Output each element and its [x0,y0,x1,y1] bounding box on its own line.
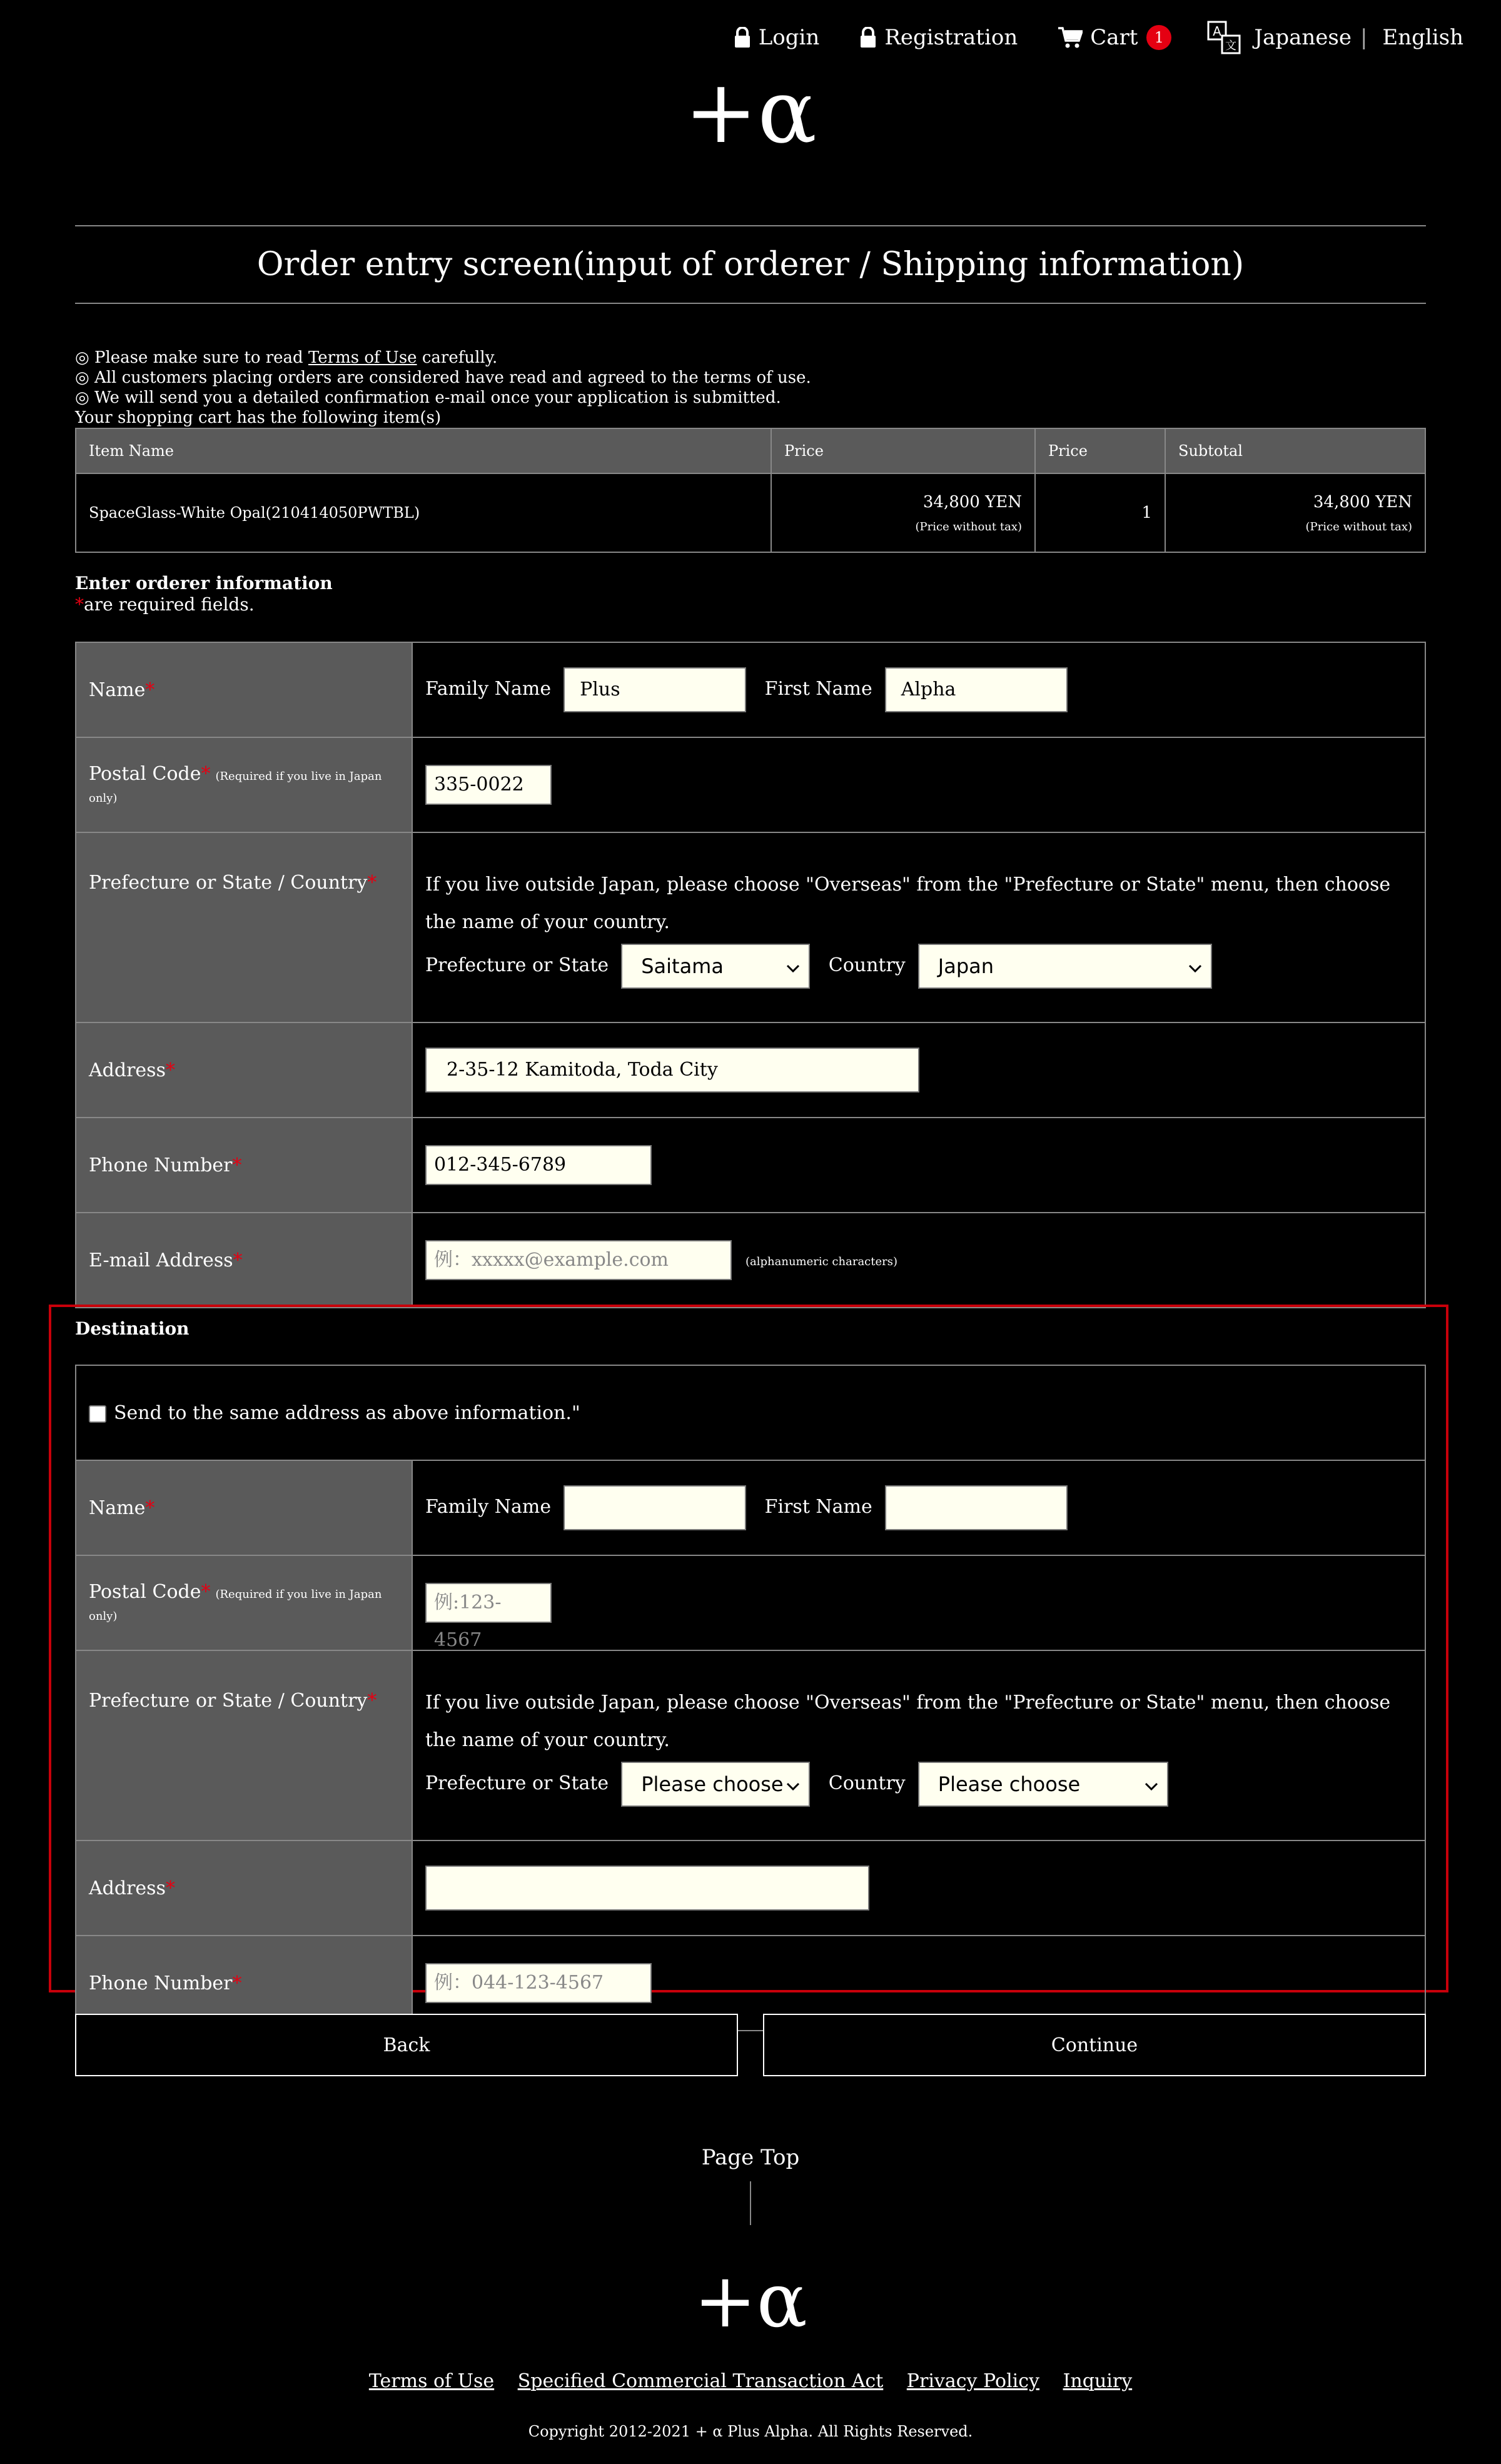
postal-field [412,737,1425,832]
notice-confirmation: ◎ We will send you a detailed confirmation e-mail once your application is submitted. [75,388,781,407]
address-label: Address* [76,1022,412,1118]
lock-icon [859,27,877,48]
country-label: Country [828,954,906,976]
email-label: E-mail Address* [76,1213,412,1308]
registration-link[interactable] [859,25,1018,50]
family-name-input[interactable]: Plus [564,667,746,712]
copyright: Copyright 2012-2021 + α Plus Alpha. All Rights Reserved. [528,2423,973,2440]
dest-prefecture-description: If you live outside Japan, please choose "Overseas" from the "Prefecture or State" menu, then choose the name of your country. [425,1692,1391,1751]
item-price: 34,800 YEN [922,492,1022,512]
dest-family-name-label: Family Name [425,1496,552,1518]
postal-code-input[interactable]: 335-0022 [425,765,552,805]
dest-postal-label: Postal Code* (Required if you live in Japan only) [76,1555,412,1650]
lock-icon [734,27,751,48]
destination-form [75,1365,1426,2031]
destination-section-title: Destination [75,1318,190,1339]
dest-address-field [412,1840,1425,1936]
col-subtotal: Subtotal [1165,428,1425,473]
same-address-label: Send to the same address as above information." [114,1401,580,1424]
chevron-down-icon [786,954,800,978]
language-switcher [1206,20,1463,55]
phone-field [412,1118,1425,1213]
chevron-down-icon [1145,1772,1158,1796]
dest-postal-field [412,1555,1425,1650]
orderer-name-row [76,642,1425,737]
page-top-line [750,2181,751,2225]
col-price: Price [771,428,1035,473]
dest-pref-row [76,1650,1425,1840]
registration-label: Registration [884,25,1018,50]
cart-count-badge: 1 [1146,25,1171,50]
page-top-link[interactable] [0,2145,1501,2225]
dest-country-select[interactable] [918,1762,1168,1807]
svg-text:A: A [1213,24,1222,39]
prefecture-description: If you live outside Japan, please choose "Overseas" from the "Prefecture or State" menu, then choose the name of your country. [425,874,1391,933]
cart-icon [1058,26,1083,49]
notice-text: carefully. [417,348,498,367]
cart-table [75,428,1426,553]
same-address-checkbox[interactable] [89,1405,106,1423]
japanese-link[interactable]: Japanese [1254,25,1352,50]
orderer-address-row [76,1022,1425,1118]
dest-prefecture-selected: Please choose [641,1772,784,1796]
dest-name-fields [412,1460,1425,1555]
svg-text:文: 文 [1225,39,1237,53]
chevron-down-icon [786,1772,800,1796]
prefecture-label: Prefecture or State / Country* [76,832,412,1022]
terms-of-use-link[interactable]: Terms of Use [308,348,417,367]
login-label: Login [758,25,820,50]
email-field [412,1213,1425,1308]
item-quantity: 1 [1035,473,1165,552]
cart-label: Cart [1090,25,1138,50]
address-input[interactable]: 2-35-12 Kamitoda, Toda City [425,1048,919,1093]
first-name-input[interactable]: Alpha [885,667,1068,712]
dest-address-row [76,1840,1425,1936]
footer-inquiry-link[interactable]: Inquiry [1063,2370,1133,2392]
dest-phone-input[interactable]: 例：044-123-4567 [425,1963,652,2003]
cart-link[interactable] [1058,25,1171,50]
dest-prefecture-select-label: Prefecture or State [425,1772,609,1794]
family-name-label: Family Name [425,678,552,700]
orderer-postal-row [76,737,1425,832]
required-note [75,594,255,615]
country-selected: Japan [937,954,994,978]
orderer-phone-row [76,1118,1425,1213]
prefecture-select[interactable] [621,944,810,989]
cart-intro: Your shopping cart has the following item(s) [75,408,442,427]
footer-links [0,2370,1501,2392]
orderer-form [75,642,1426,1308]
login-link[interactable] [734,25,820,50]
dest-address-input[interactable] [425,1866,869,1911]
footer-privacy-link[interactable]: Privacy Policy [906,2370,1040,2392]
orderer-email-row [76,1213,1425,1308]
item-name: SpaceGlass-White Opal(210414050PWTBL) [76,473,771,552]
same-address-row [76,1365,1425,1460]
dest-family-name-input[interactable] [564,1485,746,1530]
cart-header-row [76,428,1425,473]
first-name-label: First Name [764,678,872,700]
postal-code-label: Postal Code* (Required if you live in Japan only) [76,737,412,832]
dest-prefecture-fields [412,1650,1425,1840]
dest-name-label: Name* [76,1460,412,1555]
page-title-bar [75,225,1426,304]
item-subtotal: 34,800 YEN [1313,492,1412,512]
order-notices [75,348,1426,428]
orderer-section-title: Enter orderer information [75,573,333,593]
continue-button[interactable]: Continue [763,2014,1426,2076]
notice-text: ◎ Please make sure to read [75,348,308,367]
language-separator: | [1360,25,1368,50]
footer-logo[interactable]: +α [694,2258,807,2345]
email-note: (alphanumeric characters) [745,1255,897,1268]
translate-icon [1206,20,1241,55]
dest-postal-input[interactable]: 例:123-4567 [425,1583,552,1623]
required-star: * [75,594,84,615]
page-title: Order entry screen(input of orderer / Shipping information) [256,246,1245,283]
item-price-note: (Price without tax) [915,520,1022,533]
prefecture-fields [412,832,1425,1022]
chevron-down-icon [1188,954,1202,978]
prefecture-select-label: Prefecture or State [425,954,609,976]
site-logo[interactable]: +α [684,61,817,163]
same-address-cell[interactable] [76,1365,1425,1460]
prefecture-selected: Saitama [641,954,724,978]
name-fields [412,642,1425,737]
dest-postal-row [76,1555,1425,1650]
dest-name-row [76,1460,1425,1555]
col-quantity: Price [1035,428,1165,473]
required-note-text: are required fields. [84,594,255,615]
phone-label: Phone Number* [76,1118,412,1213]
page-top-label: Page Top [701,2145,800,2170]
table-row [76,473,1425,552]
top-nav [694,19,1463,56]
col-item-name: Item Name [76,428,771,473]
footer-transaction-act-link[interactable]: Specified Commercial Transaction Act [517,2370,884,2392]
item-price-cell [771,473,1035,552]
dest-prefecture-label: Prefecture or State / Country* [76,1650,412,1840]
orderer-pref-row [76,832,1425,1022]
item-subtotal-cell [1165,473,1425,552]
phone-input[interactable]: 012-345-6789 [425,1145,652,1185]
back-button[interactable]: Back [75,2014,738,2076]
dest-country-label: Country [828,1772,906,1794]
dest-prefecture-select[interactable] [621,1762,810,1807]
notice-agreement: ◎ All customers placing orders are considered have read and agreed to the terms of use. [75,368,811,387]
dest-address-label: Address* [76,1840,412,1936]
item-subtotal-note: (Price without tax) [1305,520,1412,533]
dest-phone-label: Phone Number* [76,1936,412,2031]
dest-country-selected: Please choose [937,1772,1081,1796]
english-link[interactable]: English [1382,25,1463,50]
email-input[interactable]: 例：xxxxx@example.com [425,1240,732,1280]
name-label: Name* [76,642,412,737]
notice-terms [75,348,1426,368]
footer-terms-link[interactable]: Terms of Use [368,2370,495,2392]
dest-first-name-label: First Name [764,1496,872,1518]
dest-first-name-input[interactable] [885,1485,1068,1530]
address-field [412,1022,1425,1118]
country-select[interactable] [918,944,1212,989]
